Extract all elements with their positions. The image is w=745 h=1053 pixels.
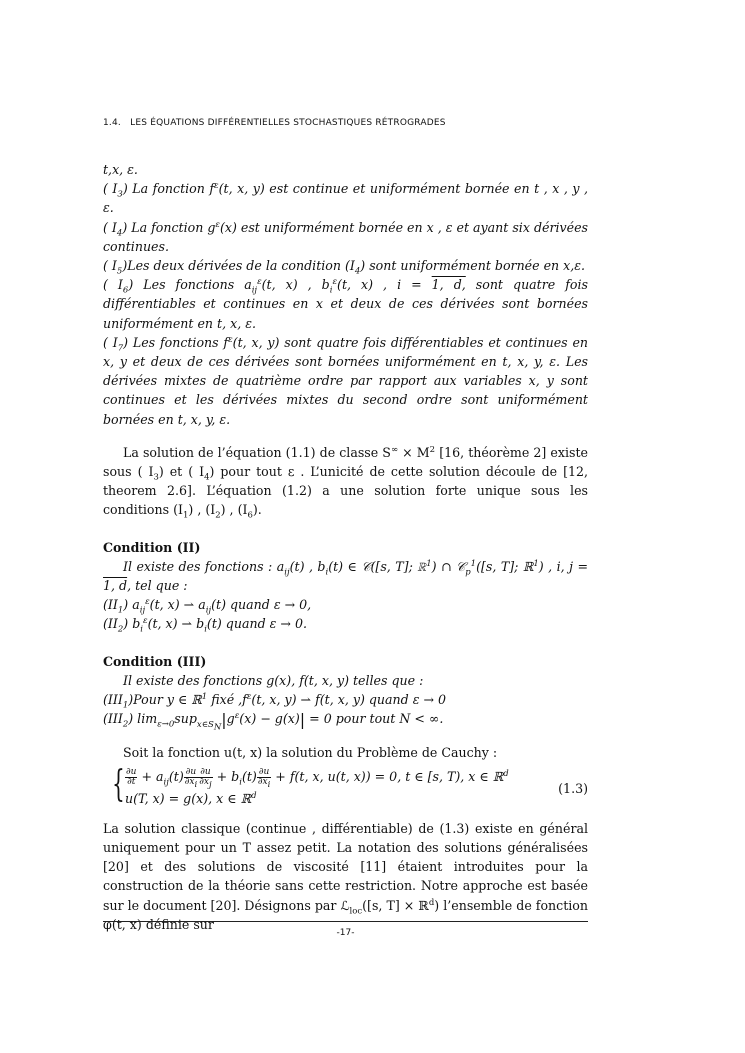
paragraph-solutions: La solution classique (continue , différentiable) de (1.3) existe en général uniquement pour un T assez petit. La notation des solutions généralisées [20] et des solutions de viscosité [11] étaient introduites pour la construction de la théorie sans cette restriction. Notre approche est basée sur le document [20]. Désignons par ℒ$_{loc}$([s, T] × ℝ$^d$) l’ensemble de fonction φ(t, x) définie sur <box>103 820 588 932</box>
condition-iii-1: $(III_1)Pour$ y ∈ ℝ$^1$ fixé $,f^\varepsilon(t$, x, y) ⇀ f(t, x, y) quand ε → 0 <box>103 691 447 711</box>
hyp-i6: ( $I_6$) Les fonctions $a_{ij}^\varepsilon(t$, x) , $b_i^\varepsilon(t$, x) , i = 1, d, sont quatre fois différentiables et continues en x et deux de ces dérivées sont bornées uniformément en t, x, ε. <box>103 277 588 331</box>
hyp-i7: ( $I_7$) Les fonctions $f^\varepsilon(t$, x, y) sont quatre fois différentiables et continues en x, y et deux de ces dérivées sont bornées uniformément en t, x, y, ε. Les dérivées mixtes de quatrième ordre par rapport aux variables x, y sont continues et les dérivées mixtes du second ordre sont uniformément bornées en t, x, y, ε. <box>103 334 589 427</box>
cauchy-intro: Soit la fonction u(t, x) la solution du Problème de Cauchy : <box>123 745 498 761</box>
cauchy-equation-line1: $\frac{\partial u}{\partial t}$ + $a_{ij}(t)$ $\frac{\partial u}{\partial x_i}$ $\frac{\partial u}{\partial x_j}$ + $b_i(t)$ $\frac{\partial u}{\partial x_i}$ + f(t, x, u(t, x)) = 0, t ∈ [s, T), x ∈ ℝ$^d$ <box>126 766 509 790</box>
footer-rule <box>103 921 588 922</box>
condition-iii-title: Condition (III) <box>103 653 207 669</box>
condition-ii-1: $(II_1)$ $a_{ij}^\varepsilon(t$, x) ⇀ $a_{ij}(t)$ quand ε → 0, <box>103 597 312 616</box>
hypotheses-block <box>103 160 588 429</box>
condition-ii-title: Condition (II) <box>103 539 201 555</box>
condition-ii-2: $(II_2)$ $b_i^\varepsilon(t$, x) ⇀ $b_i(t)$ quand ε → 0. <box>103 616 307 635</box>
cauchy-system <box>103 763 588 811</box>
condition-iii-intro: Il existe des fonctions g(x), f(t, x, y) telles que : <box>123 672 424 688</box>
page-body <box>103 160 588 934</box>
equation-number: (1.3) <box>558 780 588 796</box>
paragraph-existence: La solution de l’équation (1.1) de classe $S^\infty \times M^2$ [16, théorème 2] existe sous ( $I_3$) et ( $I_4$) pour tout ε . L’unicité de cette solution découle de [12, theorem 2.6]. L’équation (1.2) a une solution forte unique sous les conditions $(I_1)$ , $(I_2)$ , $(I_6)$. <box>103 444 589 521</box>
hyp-line0: t,x, ε. <box>103 162 138 177</box>
section-number: 1.4. <box>103 118 121 128</box>
cauchy-equation-line2: u(T, x) = g(x), x ∈ ℝ$^d$ <box>125 790 257 806</box>
condition-ii-intro: Il existe des fonctions : $a_{ij}(t)$ , $b_i(t)$ ∈ 𝒞([s, T]; ℝ$^1$) ∩ 𝒞$_p^1$([s, T]; ℝ$^1$) , i, j = 1, d, tel que : <box>103 558 588 594</box>
hyp-i3: ( $I_3$) La fonction $f^\varepsilon(t$, x, y) est continue et uniformément bornée en t , x , y , ε. <box>103 181 588 216</box>
hyp-i5: ( $I_5)Les$ deux dérivées de la condition $(I_4)$ sont uniformément bornée en x,ε. <box>103 258 586 277</box>
left-brace: { <box>112 763 125 805</box>
running-header <box>103 118 446 128</box>
page-number: -17- <box>336 928 355 938</box>
hyp-i4: ( $I_4$) La fonction $g^\varepsilon(x)$ est uniformément bornée en x , ε et ayant six dérivées continues. <box>103 219 588 254</box>
condition-iii-2: $(III_2) \lim_{\varepsilon\to 0}sup_{x\in S_N}|g^\varepsilon(x) - g(x)| = 0$ pour tout N < ∞. <box>103 710 444 733</box>
section-title: LES ÉQUATIONS DIFFÉRENTIELLES STOCHASTIQUES RÉTROGRADES <box>130 118 446 128</box>
